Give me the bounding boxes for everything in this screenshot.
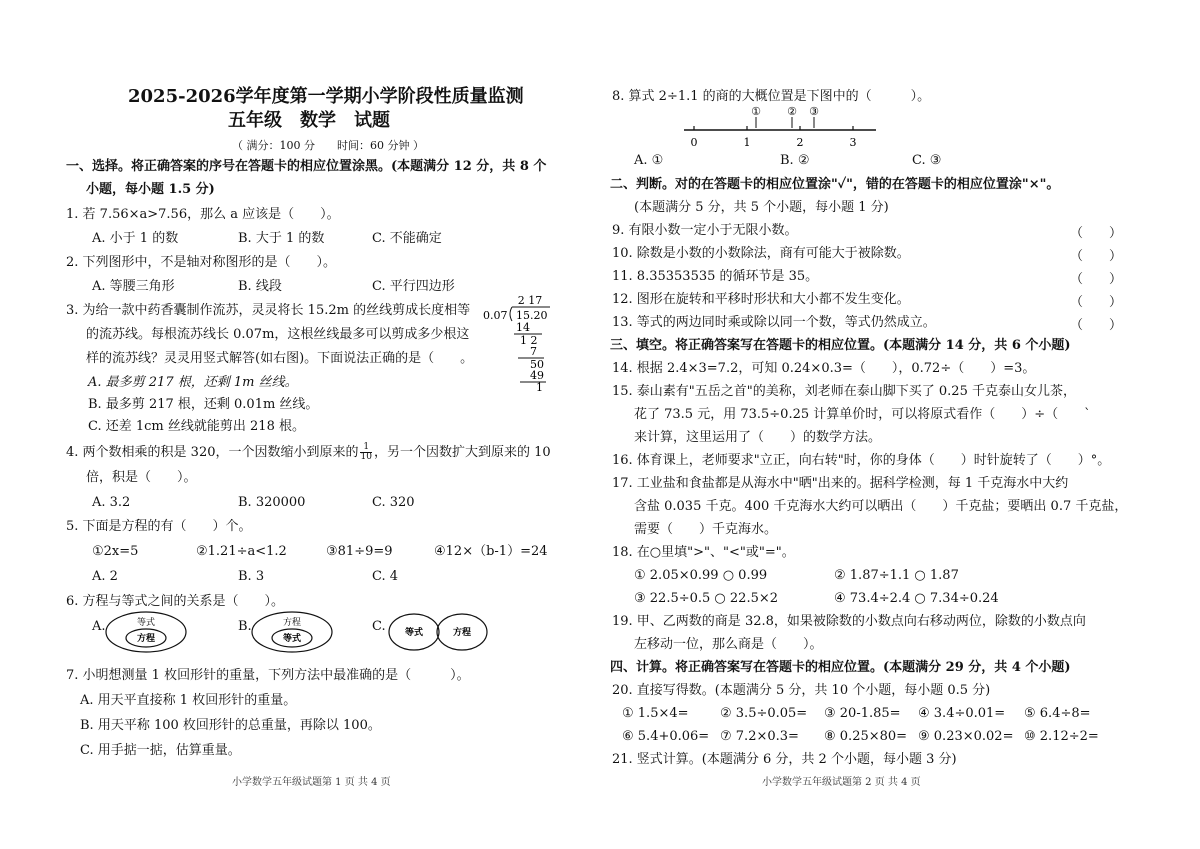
- question-3-line-1: 3. 为给一款中药香囊制作流苏，灵灵将长 15.2m 的丝线剪成长度相等: [66, 303, 471, 318]
- q6a-outer-label: 等式: [136, 618, 156, 628]
- q18-expr-4: ④ 73.4÷2.4 ○ 7.34÷0.24: [834, 591, 999, 606]
- question-15-line-1: 15. 泰山素有"五岳之首"的美称，刘老师在泰山脚下买了 0.25 千克泰山女儿茶，: [612, 384, 1076, 399]
- q6-diagram-c: [388, 612, 488, 652]
- tick-label-3: 3: [849, 136, 857, 148]
- division-row-4: 50: [530, 358, 544, 371]
- q1-option-a: A. 小于 1 的数: [92, 231, 179, 246]
- question-10: 10. 除数是小数的小数除法，商有可能大于被除数。: [612, 246, 910, 261]
- q18-expr-2: ② 1.87÷1.1 ○ 1.87: [834, 568, 959, 583]
- division-divisor: 0.07: [483, 309, 508, 322]
- q20-item-7: ⑦ 7.2×0.3=: [720, 729, 799, 744]
- q2-option-c: C. 平行四边形: [372, 279, 455, 294]
- section-2-heading: 二、判断。对的在答题卡的相应位置涂"✓"，错的在答题卡的相应位置涂"×"。: [610, 177, 1060, 192]
- q2-option-b: B. 线段: [238, 279, 282, 294]
- tick-label-0: 0: [690, 136, 698, 148]
- q4-option-b: B. 320000: [238, 495, 306, 510]
- left-footer: 小学数学五年级试题第 1 页 共 4 页: [232, 777, 391, 788]
- q6c-right-label: 方程: [452, 628, 472, 638]
- q4-option-a: A. 3.2: [92, 495, 131, 510]
- q20-item-5: ⑤ 6.4÷8=: [1024, 706, 1091, 721]
- section-3-heading: 三、填空。将正确答案写在答题卡的相应位置。(本题满分 14 分，共 6 个小题): [610, 338, 1071, 353]
- question-21: 21. 竖式计算。(本题满分 6 分，共 2 个小题，每小题 3 分): [612, 752, 957, 767]
- question-17-line-3: 需要（ ）千克海水。: [634, 522, 778, 537]
- section-2-heading-cont: (本题满分 5 分，共 5 个小题，每小题 1 分): [634, 200, 889, 215]
- q20-item-6: ⑥ 5.4+0.06=: [622, 729, 710, 744]
- q5-option-a: A. 2: [92, 569, 118, 584]
- q8-option-a: A. ①: [634, 153, 664, 168]
- q3-option-c: C. 还差 1cm 丝线就能剪出 218 根。: [88, 419, 305, 434]
- question-12: 12. 图形在旋转和平移时形状和大小都不发生变化。: [612, 292, 910, 307]
- q1-option-c: C. 不能确定: [372, 231, 442, 246]
- division-dividend: 15.20: [516, 309, 548, 322]
- question-15-line-3: 来计算，这里运用了（ ）的数学方法。: [634, 430, 882, 445]
- q5-expr-4: ④12×（b-1）=24: [434, 544, 548, 559]
- question-4-line-2: 倍，积是（ ）。: [86, 470, 197, 485]
- q20-item-9: ⑨ 0.23×0.02=: [918, 729, 1014, 744]
- q20-item-8: ⑧ 0.25×80=: [824, 729, 908, 744]
- tick-label-2: 2: [796, 136, 804, 148]
- number-line: [680, 104, 890, 148]
- question-15-line-2: 花了 73.5 元，用 73.5÷0.25 计算单价时，可以将原式看作（ ）÷（ `: [634, 407, 1091, 422]
- q2-option-a: A. 等腰三角形: [92, 279, 175, 294]
- q20-item-3: ③ 20-1.85=: [824, 706, 901, 721]
- question-17-line-1: 17. 工业盐和食盐都是从海水中"晒"出来的。据科学检测，每 1 千克海水中大约: [612, 476, 1069, 491]
- mark-1: ①: [751, 105, 761, 118]
- question-9: 9. 有限小数一定小于无限小数。: [612, 223, 798, 238]
- question-8: 8. 算式 2÷1.1 的商的大概位置是下图中的（ ）。: [612, 89, 931, 104]
- question-3-line-3: 样的流苏线？灵灵用竖式解答(如右图)。下面说法正确的是（ 。: [86, 351, 474, 366]
- question-7: 7. 小明想测量 1 枚回形针的重量，下列方法中最准确的是（ ）。: [66, 668, 470, 683]
- mark-2: ②: [787, 105, 797, 118]
- q12-answer-paren: （ ）: [1070, 295, 1123, 310]
- q5-expr-2: ②1.21÷a<1.2: [196, 544, 287, 559]
- q13-answer-paren: （ ）: [1070, 318, 1123, 333]
- question-3-line-2: 的流苏线。每根流苏线长 0.07m，这根丝线最多可以剪成多少根这: [86, 327, 470, 342]
- q20-item-10: ⑩ 2.12÷2=: [1024, 729, 1099, 744]
- mark-3: ③: [809, 105, 819, 118]
- q6-option-b: B.: [238, 619, 252, 634]
- q11-answer-paren: （ ）: [1070, 272, 1123, 287]
- question-1: 1. 若 7.56×a>7.56，那么 a 应该是（ ）。: [66, 207, 340, 222]
- question-17-line-2: 含盐 0.035 千克。400 千克海水大约可以晒出（ ）千克盐；要晒出 0.7 千克盐，: [634, 499, 1128, 514]
- exam-info: （ 满分：100 分 时间：60 分钟 ）: [232, 139, 424, 152]
- question-2: 2. 下列图形中，不是轴对称图形的是（ ）。: [66, 255, 337, 270]
- question-20: 20. 直接写得数。(本题满分 5 分，共 10 个小题，每小题 0.5 分): [612, 683, 991, 698]
- tick-label-1: 1: [743, 136, 751, 148]
- long-division-figure: [480, 292, 560, 392]
- question-4-line-1: 4. 两个数相乘的积是 320，一个因数缩小到原来的 $\frac{1}{10}$ ，另一个因数扩大到原来的 10: [66, 442, 551, 462]
- division-row-3: 7: [530, 345, 537, 358]
- question-19-line-1: 19. 甲、乙两数的商是 32.8，如果被除数的小数点向右移动两位，除数的小数点向: [612, 614, 1086, 629]
- q20-item-4: ④ 3.4÷0.01=: [918, 706, 1006, 721]
- q8-option-b: B. ②: [780, 153, 810, 168]
- division-row-6: 1: [536, 381, 543, 392]
- q20-item-2: ② 3.5÷0.05=: [720, 706, 808, 721]
- q5-option-b: B. 3: [238, 569, 265, 584]
- q4-option-c: C. 320: [372, 495, 415, 510]
- question-18: 18. 在○里填">"、"<"或"="。: [612, 545, 795, 560]
- q6b-outer-label: 方程: [282, 618, 302, 628]
- q7-option-b: B. 用天平称 100 枚回形针的总重量，再除以 100。: [80, 718, 381, 733]
- q20-item-1: ① 1.5×4=: [622, 706, 689, 721]
- right-footer: 小学数学五年级试题第 2 页 共 4 页: [762, 777, 921, 788]
- question-13: 13. 等式的两边同时乘或除以同一个数，等式仍然成立。: [612, 315, 936, 330]
- q6-diagram-b: [250, 610, 334, 654]
- q6-option-a: A.: [92, 619, 106, 634]
- division-row-2: 1 2: [520, 334, 538, 347]
- section-1-heading: 一、选择。将正确答案的序号在答题卡的相应位置涂黑。(本题满分 12 分，共 8 个: [66, 159, 547, 174]
- q9-answer-paren: （ ）: [1070, 226, 1123, 241]
- section-4-heading: 四、计算。将正确答案写在答题卡的相应位置。(本题满分 29 分，共 4 个小题): [610, 660, 1071, 675]
- question-19-line-2: 左移动一位，那么商是（ ）。: [634, 637, 823, 652]
- q18-expr-1: ① 2.05×0.99 ○ 0.99: [634, 568, 768, 583]
- exam-title: 2025-2026学年度第一学期小学阶段性质量监测: [128, 86, 524, 107]
- division-row-5: 49: [530, 369, 544, 382]
- fraction-one-tenth: $\frac{1}{10}$: [360, 442, 372, 462]
- division-quotient: 2 17: [517, 294, 543, 307]
- q18-expr-3: ③ 22.5÷0.5 ○ 22.5×2: [634, 591, 779, 606]
- q8-option-c: C. ③: [912, 153, 942, 168]
- division-row-1: 14: [516, 321, 530, 334]
- q5-expr-3: ③81÷9=9: [326, 544, 393, 559]
- q6c-left-label: 等式: [404, 628, 424, 638]
- section-1-heading-cont: 小题，每小题 1.5 分): [86, 182, 215, 197]
- q6-diagram-a: [104, 610, 188, 654]
- q5-expr-1: ①2x=5: [92, 544, 139, 559]
- question-16: 16. 体育课上，老师要求"立正，向右转"时，你的身体（ ）时针旋转了（ ）°。: [612, 453, 1111, 468]
- right-page: [600, 0, 1200, 849]
- question-14: 14. 根据 2.4×3=7.2，可知 0.24×0.3=（ ），0.72÷（ ）=3。: [612, 361, 1036, 376]
- q6a-inner-label: 方程: [136, 634, 156, 644]
- q7-option-a: A. 用天平直接称 1 枚回形针的重量。: [80, 693, 297, 708]
- question-6: 6. 方程与等式之间的关系是（ ）。: [66, 594, 285, 609]
- q3-option-b: B. 最多剪 217 根，还剩 0.01m 丝线。: [88, 397, 319, 412]
- q5-option-c: C. 4: [372, 569, 399, 584]
- q6-option-c: C.: [372, 619, 386, 634]
- q1-option-b: B. 大于 1 的数: [238, 231, 325, 246]
- exam-subtitle: 五年级 数学 试题: [228, 110, 390, 131]
- q6b-inner-label: 等式: [282, 634, 302, 644]
- q3-option-a: A. 最多剪 217 根，还剩 1m 丝线。: [88, 375, 298, 390]
- question-11: 11. 8.35353535 的循环节是 35。: [612, 269, 819, 284]
- question-5: 5. 下面是方程的有（ ）个。: [66, 519, 252, 534]
- q7-option-c: C. 用手掂一掂，估算重量。: [80, 743, 241, 758]
- q10-answer-paren: （ ）: [1070, 249, 1123, 264]
